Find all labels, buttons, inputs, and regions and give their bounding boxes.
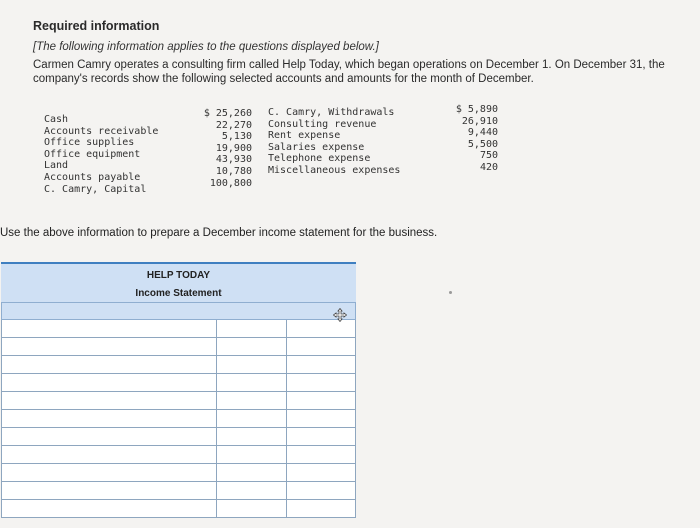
label-cell[interactable] <box>1 464 217 481</box>
account-name: Cash <box>44 114 69 125</box>
move-cursor-icon <box>333 308 347 322</box>
account-name: C. Camry, Capital <box>44 183 147 195</box>
table-row <box>1 356 356 374</box>
account-name: Salaries expense <box>268 141 365 153</box>
account-amount: 22,270 <box>215 119 252 131</box>
account-amount: $ 25,260 <box>203 108 252 119</box>
amount-cell[interactable] <box>217 446 287 463</box>
amount-cell[interactable] <box>217 410 287 427</box>
account-amounts-right <box>444 104 498 174</box>
table-row <box>1 410 356 428</box>
amount-cell[interactable] <box>217 338 287 355</box>
income-statement-worksheet <box>1 262 356 528</box>
account-names-right <box>268 107 400 177</box>
label-cell[interactable] <box>1 320 217 337</box>
statement-type: Income Statement <box>135 288 222 299</box>
account-name: Telephone expense <box>268 153 371 165</box>
account-amounts-left <box>196 108 252 189</box>
total-cell[interactable] <box>287 374 356 391</box>
total-cell[interactable] <box>287 428 356 445</box>
label-cell[interactable] <box>1 428 217 445</box>
label-cell[interactable] <box>1 338 217 355</box>
statement-period-input[interactable] <box>1 302 356 320</box>
table-row <box>1 446 356 464</box>
label-cell[interactable] <box>1 356 217 373</box>
company-name: HELP TODAY <box>146 270 211 281</box>
total-cell[interactable] <box>287 446 356 463</box>
stray-dot <box>449 291 452 294</box>
statement-header <box>1 262 356 302</box>
account-name: C. Camry, Withdrawals <box>268 107 395 118</box>
account-amount: 26,910 <box>461 115 498 127</box>
account-amount: 43,930 <box>215 154 252 166</box>
statement-grid <box>1 320 356 518</box>
label-cell[interactable] <box>1 374 217 391</box>
total-cell[interactable] <box>287 482 356 499</box>
account-amount: 100,800 <box>209 177 252 189</box>
table-row <box>1 338 356 356</box>
account-name: Office equipment <box>44 148 141 160</box>
account-name: Rent expense <box>268 130 341 142</box>
amount-cell[interactable] <box>217 374 287 391</box>
required-information-title: Required information <box>33 19 160 33</box>
label-cell[interactable] <box>1 410 217 427</box>
amount-cell[interactable] <box>217 482 287 499</box>
account-name: Accounts payable <box>44 171 141 183</box>
amount-cell[interactable] <box>217 356 287 373</box>
table-row <box>1 464 356 482</box>
total-cell[interactable] <box>287 356 356 373</box>
account-name: Consulting revenue <box>268 118 377 130</box>
account-amount: 5,130 <box>221 131 252 143</box>
account-amount: 5,500 <box>467 138 498 150</box>
amount-cell[interactable] <box>217 428 287 445</box>
label-cell[interactable] <box>1 392 217 409</box>
table-row <box>1 500 356 518</box>
account-amount: 10,780 <box>215 165 252 177</box>
account-amount: 19,900 <box>215 142 252 154</box>
account-amount: 750 <box>479 150 498 162</box>
total-cell[interactable] <box>287 320 356 337</box>
table-row <box>1 482 356 500</box>
account-names-left <box>44 114 158 195</box>
table-row <box>1 374 356 392</box>
amount-cell[interactable] <box>217 464 287 481</box>
account-amount: $ 5,890 <box>455 104 498 115</box>
info-note: [The following information applies to the questions displayed below.] <box>33 41 379 53</box>
label-cell[interactable] <box>1 482 217 499</box>
account-amount: 420 <box>479 161 498 173</box>
account-amount: 9,440 <box>467 127 498 139</box>
total-cell[interactable] <box>287 410 356 427</box>
amount-cell[interactable] <box>217 392 287 409</box>
total-cell[interactable] <box>287 338 356 355</box>
amount-cell[interactable] <box>217 500 287 517</box>
instruction-text: Use the above information to prepare a December income statement for the business. <box>0 227 438 239</box>
label-cell[interactable] <box>1 446 217 463</box>
table-row <box>1 392 356 410</box>
table-row <box>1 320 356 338</box>
label-cell[interactable] <box>1 500 217 517</box>
total-cell[interactable] <box>287 464 356 481</box>
account-name: Accounts receivable <box>44 125 159 137</box>
account-name: Miscellaneous expenses <box>268 164 401 176</box>
total-cell[interactable] <box>287 392 356 409</box>
total-cell[interactable] <box>287 500 356 517</box>
intro-paragraph: Carmen Camry operates a consulting firm called Help Today, which began operations on December 1. On December 31, the company's records show the following selected accounts and amounts for the month of December. <box>33 59 665 85</box>
account-name: Land <box>44 160 69 172</box>
table-row <box>1 428 356 446</box>
amount-cell[interactable] <box>217 320 287 337</box>
account-name: Office supplies <box>44 137 135 149</box>
